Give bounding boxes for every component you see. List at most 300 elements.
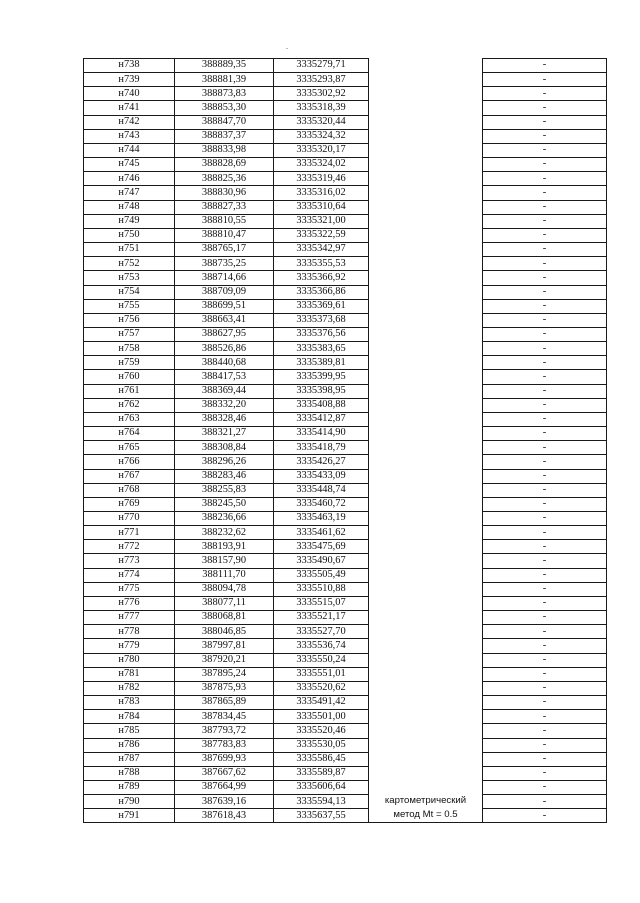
value-cell: - — [483, 271, 607, 285]
method-cell — [369, 441, 483, 455]
method-cell — [369, 73, 483, 87]
method-cell — [369, 427, 483, 441]
value-cell: - — [483, 710, 607, 724]
value-cell: - — [483, 115, 607, 129]
table-row — [84, 101, 607, 115]
table-row — [84, 469, 607, 483]
method-cell — [369, 582, 483, 596]
method-cell — [369, 752, 483, 766]
y-coordinate-cell: 3335320,44 — [274, 115, 369, 129]
y-coordinate-cell: 3335412,87 — [274, 412, 369, 426]
x-coordinate-cell: 388837,37 — [175, 129, 274, 143]
method-cell — [369, 299, 483, 313]
table-row — [84, 115, 607, 129]
value-cell: - — [483, 596, 607, 610]
x-coordinate-cell: 388232,62 — [175, 526, 274, 540]
table-row — [84, 596, 607, 610]
method-cell — [369, 327, 483, 341]
method-cell — [369, 540, 483, 554]
y-coordinate-cell: 3335490,67 — [274, 554, 369, 568]
value-cell: - — [483, 299, 607, 313]
table-row — [84, 87, 607, 101]
x-coordinate-cell: 388308,84 — [175, 441, 274, 455]
point-number-cell: н757 — [84, 327, 175, 341]
point-number-cell: н787 — [84, 752, 175, 766]
method-cell — [369, 625, 483, 639]
method-cell — [369, 512, 483, 526]
value-cell: - — [483, 257, 607, 271]
value-cell: - — [483, 370, 607, 384]
method-cell — [369, 738, 483, 752]
method-cell — [369, 228, 483, 242]
y-coordinate-cell: 3335324,32 — [274, 129, 369, 143]
point-number-cell: н744 — [84, 143, 175, 157]
point-number-cell: н751 — [84, 243, 175, 257]
method-cell — [369, 356, 483, 370]
method-cell — [369, 129, 483, 143]
method-cell — [369, 469, 483, 483]
table-row — [84, 582, 607, 596]
x-coordinate-cell: 388068,81 — [175, 611, 274, 625]
point-number-cell: н768 — [84, 483, 175, 497]
value-cell: - — [483, 766, 607, 780]
table-row — [84, 73, 607, 87]
x-coordinate-cell: 388332,20 — [175, 398, 274, 412]
y-coordinate-cell: 3335342,97 — [274, 243, 369, 257]
y-coordinate-cell: 3335418,79 — [274, 441, 369, 455]
value-cell: - — [483, 568, 607, 582]
x-coordinate-cell: 388094,78 — [175, 582, 274, 596]
point-number-cell: н781 — [84, 667, 175, 681]
y-coordinate-cell: 3335293,87 — [274, 73, 369, 87]
table-row — [84, 653, 607, 667]
value-cell: - — [483, 327, 607, 341]
table-row — [84, 186, 607, 200]
method-cell — [369, 483, 483, 497]
method-cell — [369, 158, 483, 172]
x-coordinate-cell: 388810,47 — [175, 228, 274, 242]
x-coordinate-cell: 387895,24 — [175, 667, 274, 681]
point-number-cell: н755 — [84, 299, 175, 313]
x-coordinate-cell: 387997,81 — [175, 639, 274, 653]
value-cell: - — [483, 101, 607, 115]
x-coordinate-cell: 388830,96 — [175, 186, 274, 200]
y-coordinate-cell: 3335501,00 — [274, 710, 369, 724]
y-coordinate-cell: 3335586,45 — [274, 752, 369, 766]
method-cell — [369, 611, 483, 625]
value-cell: - — [483, 398, 607, 412]
value-cell: - — [483, 87, 607, 101]
point-number-cell: н791 — [84, 809, 175, 823]
point-number-cell: н764 — [84, 427, 175, 441]
table-row — [84, 271, 607, 285]
point-number-cell: н753 — [84, 271, 175, 285]
method-cell — [369, 766, 483, 780]
x-coordinate-cell: 387699,93 — [175, 752, 274, 766]
x-coordinate-cell: 388245,50 — [175, 497, 274, 511]
value-cell: - — [483, 342, 607, 356]
y-coordinate-cell: 3335302,92 — [274, 87, 369, 101]
y-coordinate-cell: 3335475,69 — [274, 540, 369, 554]
value-cell: - — [483, 625, 607, 639]
method-cell — [369, 342, 483, 356]
table-row — [84, 327, 607, 341]
value-cell: - — [483, 738, 607, 752]
value-cell: - — [483, 214, 607, 228]
point-number-cell: н767 — [84, 469, 175, 483]
table-row — [84, 512, 607, 526]
x-coordinate-cell: 388236,66 — [175, 512, 274, 526]
value-cell: - — [483, 540, 607, 554]
y-coordinate-cell: 3335320,17 — [274, 143, 369, 157]
y-coordinate-cell: 3335324,02 — [274, 158, 369, 172]
value-cell: - — [483, 427, 607, 441]
x-coordinate-cell: 388873,83 — [175, 87, 274, 101]
table-row — [84, 780, 607, 794]
x-coordinate-cell: 388627,95 — [175, 327, 274, 341]
table-row — [84, 738, 607, 752]
table-row — [84, 441, 607, 455]
method-cell — [369, 243, 483, 257]
x-coordinate-cell: 388157,90 — [175, 554, 274, 568]
x-coordinate-cell: 388328,46 — [175, 412, 274, 426]
x-coordinate-cell: 388699,51 — [175, 299, 274, 313]
point-number-cell: н773 — [84, 554, 175, 568]
x-coordinate-cell: 388077,11 — [175, 596, 274, 610]
y-coordinate-cell: 3335551,01 — [274, 667, 369, 681]
y-coordinate-cell: 3335520,62 — [274, 681, 369, 695]
point-number-cell: н762 — [84, 398, 175, 412]
table-row — [84, 243, 607, 257]
y-coordinate-cell: 3335369,61 — [274, 299, 369, 313]
y-coordinate-cell: 3335398,95 — [274, 384, 369, 398]
value-cell: - — [483, 469, 607, 483]
table-row — [84, 667, 607, 681]
table-row — [84, 285, 607, 299]
point-number-cell: н748 — [84, 200, 175, 214]
method-cell — [369, 384, 483, 398]
x-coordinate-cell: 388283,46 — [175, 469, 274, 483]
x-coordinate-cell: 388296,26 — [175, 455, 274, 469]
y-coordinate-cell: 3335279,71 — [274, 59, 369, 73]
value-cell: - — [483, 512, 607, 526]
point-number-cell: н784 — [84, 710, 175, 724]
value-cell: - — [483, 200, 607, 214]
x-coordinate-cell: 388255,83 — [175, 483, 274, 497]
coordinates-table — [83, 58, 607, 823]
point-number-cell: н742 — [84, 115, 175, 129]
table-row — [84, 752, 607, 766]
y-coordinate-cell: 3335530,05 — [274, 738, 369, 752]
method-cell — [369, 186, 483, 200]
x-coordinate-cell: 388663,41 — [175, 313, 274, 327]
point-number-cell: н746 — [84, 172, 175, 186]
value-cell: - — [483, 582, 607, 596]
method-cell — [369, 653, 483, 667]
point-number-cell: н771 — [84, 526, 175, 540]
table-row — [84, 158, 607, 172]
point-number-cell: н776 — [84, 596, 175, 610]
table-row — [84, 427, 607, 441]
value-cell: - — [483, 809, 607, 823]
point-number-cell: н741 — [84, 101, 175, 115]
coordinates-table-body — [84, 59, 607, 823]
table-row — [84, 356, 607, 370]
table-row — [84, 554, 607, 568]
point-number-cell: н790 — [84, 795, 175, 809]
method-cell — [369, 370, 483, 384]
point-number-cell: н740 — [84, 87, 175, 101]
y-coordinate-cell: 3335376,56 — [274, 327, 369, 341]
y-coordinate-cell: 3335408,88 — [274, 398, 369, 412]
table-row — [84, 611, 607, 625]
table-row — [84, 710, 607, 724]
method-cell — [369, 115, 483, 129]
x-coordinate-cell: 388847,70 — [175, 115, 274, 129]
table-row — [84, 412, 607, 426]
value-cell: - — [483, 724, 607, 738]
method-cell — [369, 681, 483, 695]
value-cell: - — [483, 129, 607, 143]
method-cell — [369, 200, 483, 214]
table-row — [84, 625, 607, 639]
y-coordinate-cell: 3335536,74 — [274, 639, 369, 653]
point-number-cell: н786 — [84, 738, 175, 752]
y-coordinate-cell: 3335373,68 — [274, 313, 369, 327]
method-cell — [369, 271, 483, 285]
method-cell — [369, 639, 483, 653]
point-number-cell: н765 — [84, 441, 175, 455]
x-coordinate-cell: 387875,93 — [175, 681, 274, 695]
x-coordinate-cell: 388765,17 — [175, 243, 274, 257]
table-row — [84, 228, 607, 242]
x-coordinate-cell: 388193,91 — [175, 540, 274, 554]
table-row — [84, 200, 607, 214]
point-number-cell: н759 — [84, 356, 175, 370]
value-cell: - — [483, 639, 607, 653]
point-number-cell: н739 — [84, 73, 175, 87]
y-coordinate-cell: 3335383,65 — [274, 342, 369, 356]
value-cell: - — [483, 158, 607, 172]
x-coordinate-cell: 387834,45 — [175, 710, 274, 724]
value-cell: - — [483, 752, 607, 766]
table-row — [84, 342, 607, 356]
point-number-cell: н758 — [84, 342, 175, 356]
point-number-cell: н777 — [84, 611, 175, 625]
y-coordinate-cell: 3335491,42 — [274, 696, 369, 710]
y-coordinate-cell: 3335550,24 — [274, 653, 369, 667]
method-cell — [369, 285, 483, 299]
point-number-cell: н749 — [84, 214, 175, 228]
y-coordinate-cell: 3335316,02 — [274, 186, 369, 200]
x-coordinate-cell: 387667,62 — [175, 766, 274, 780]
value-cell: - — [483, 384, 607, 398]
value-cell: - — [483, 313, 607, 327]
x-coordinate-cell: 388046,85 — [175, 625, 274, 639]
y-coordinate-cell: 3335322,59 — [274, 228, 369, 242]
value-cell: - — [483, 681, 607, 695]
y-coordinate-cell: 3335321,00 — [274, 214, 369, 228]
point-number-cell: н774 — [84, 568, 175, 582]
method-cell — [369, 172, 483, 186]
value-cell: - — [483, 554, 607, 568]
method-cell — [369, 724, 483, 738]
point-number-cell: н743 — [84, 129, 175, 143]
table-row — [84, 795, 607, 809]
x-coordinate-cell: 388369,44 — [175, 384, 274, 398]
x-coordinate-cell: 388881,39 — [175, 73, 274, 87]
point-number-cell: н752 — [84, 257, 175, 271]
point-number-cell: н775 — [84, 582, 175, 596]
point-number-cell: н745 — [84, 158, 175, 172]
y-coordinate-cell: 3335520,46 — [274, 724, 369, 738]
table-row — [84, 724, 607, 738]
method-cell — [369, 257, 483, 271]
table-row — [84, 766, 607, 780]
value-cell: - — [483, 441, 607, 455]
table-row — [84, 681, 607, 695]
value-cell: - — [483, 795, 607, 809]
table-row — [84, 398, 607, 412]
value-cell: - — [483, 526, 607, 540]
y-coordinate-cell: 3335399,95 — [274, 370, 369, 384]
point-number-cell: н779 — [84, 639, 175, 653]
x-coordinate-cell: 388111,70 — [175, 568, 274, 582]
point-number-cell: н747 — [84, 186, 175, 200]
value-cell: - — [483, 412, 607, 426]
point-number-cell: н783 — [84, 696, 175, 710]
value-cell: - — [483, 186, 607, 200]
table-row — [84, 639, 607, 653]
value-cell: - — [483, 356, 607, 370]
point-number-cell: н788 — [84, 766, 175, 780]
point-number-cell: н760 — [84, 370, 175, 384]
method-label-line1: картометрический — [384, 795, 467, 807]
y-coordinate-cell: 3335505,49 — [274, 568, 369, 582]
y-coordinate-cell: 3335606,64 — [274, 780, 369, 794]
x-coordinate-cell: 388810,55 — [175, 214, 274, 228]
point-number-cell: н782 — [84, 681, 175, 695]
y-coordinate-cell: 3335318,39 — [274, 101, 369, 115]
x-coordinate-cell: 387618,43 — [175, 809, 274, 823]
method-cell — [369, 596, 483, 610]
method-cell — [369, 568, 483, 582]
x-coordinate-cell: 387639,16 — [175, 795, 274, 809]
method-cell — [369, 313, 483, 327]
x-coordinate-cell: 388853,30 — [175, 101, 274, 115]
method-cell — [369, 497, 483, 511]
point-number-cell: н770 — [84, 512, 175, 526]
table-row — [84, 129, 607, 143]
x-coordinate-cell: 388825,36 — [175, 172, 274, 186]
value-cell: - — [483, 780, 607, 794]
y-coordinate-cell: 3335515,07 — [274, 596, 369, 610]
table-row — [84, 483, 607, 497]
x-coordinate-cell: 387783,83 — [175, 738, 274, 752]
scan-mark — [286, 48, 288, 49]
method-cell — [369, 710, 483, 724]
table-row — [84, 299, 607, 313]
method-cell — [369, 667, 483, 681]
x-coordinate-cell: 388526,86 — [175, 342, 274, 356]
table-row — [84, 214, 607, 228]
method-cell — [369, 696, 483, 710]
y-coordinate-cell: 3335389,81 — [274, 356, 369, 370]
method-cell — [369, 412, 483, 426]
x-coordinate-cell: 388321,27 — [175, 427, 274, 441]
point-number-cell: н785 — [84, 724, 175, 738]
method-cell — [369, 526, 483, 540]
y-coordinate-cell: 3335366,92 — [274, 271, 369, 285]
x-coordinate-cell: 388828,69 — [175, 158, 274, 172]
method-cell — [369, 455, 483, 469]
table-row — [84, 313, 607, 327]
point-number-cell: н754 — [84, 285, 175, 299]
table-row — [84, 809, 607, 823]
method-cell — [369, 101, 483, 115]
y-coordinate-cell: 3335460,72 — [274, 497, 369, 511]
method-cell — [369, 780, 483, 794]
y-coordinate-cell: 3335319,46 — [274, 172, 369, 186]
point-number-cell: н750 — [84, 228, 175, 242]
method-cell — [369, 87, 483, 101]
point-number-cell: н763 — [84, 412, 175, 426]
value-cell: - — [483, 667, 607, 681]
x-coordinate-cell: 387865,89 — [175, 696, 274, 710]
y-coordinate-cell: 3335310,64 — [274, 200, 369, 214]
y-coordinate-cell: 3335366,86 — [274, 285, 369, 299]
x-coordinate-cell: 388440,68 — [175, 356, 274, 370]
y-coordinate-cell: 3335521,17 — [274, 611, 369, 625]
method-cell — [369, 795, 483, 809]
value-cell: - — [483, 611, 607, 625]
value-cell: - — [483, 455, 607, 469]
point-number-cell: н780 — [84, 653, 175, 667]
y-coordinate-cell: 3335510,88 — [274, 582, 369, 596]
value-cell: - — [483, 285, 607, 299]
value-cell: - — [483, 483, 607, 497]
x-coordinate-cell: 388735,25 — [175, 257, 274, 271]
point-number-cell: н772 — [84, 540, 175, 554]
x-coordinate-cell: 388417,53 — [175, 370, 274, 384]
point-number-cell: н761 — [84, 384, 175, 398]
point-number-cell: н756 — [84, 313, 175, 327]
y-coordinate-cell: 3335414,90 — [274, 427, 369, 441]
y-coordinate-cell: 3335355,53 — [274, 257, 369, 271]
y-coordinate-cell: 3335461,62 — [274, 526, 369, 540]
table-row — [84, 696, 607, 710]
point-number-cell: н738 — [84, 59, 175, 73]
table-row — [84, 370, 607, 384]
value-cell: - — [483, 696, 607, 710]
x-coordinate-cell: 387920,21 — [175, 653, 274, 667]
value-cell: - — [483, 653, 607, 667]
x-coordinate-cell: 387793,72 — [175, 724, 274, 738]
y-coordinate-cell: 3335433,09 — [274, 469, 369, 483]
point-number-cell: н789 — [84, 780, 175, 794]
y-coordinate-cell: 3335527,70 — [274, 625, 369, 639]
value-cell: - — [483, 172, 607, 186]
value-cell: - — [483, 497, 607, 511]
x-coordinate-cell: 388833,98 — [175, 143, 274, 157]
table-row — [84, 526, 607, 540]
table-row — [84, 143, 607, 157]
table-row — [84, 384, 607, 398]
y-coordinate-cell: 3335463,19 — [274, 512, 369, 526]
x-coordinate-cell: 388889,35 — [175, 59, 274, 73]
y-coordinate-cell: 3335448,74 — [274, 483, 369, 497]
x-coordinate-cell: 388709,09 — [175, 285, 274, 299]
